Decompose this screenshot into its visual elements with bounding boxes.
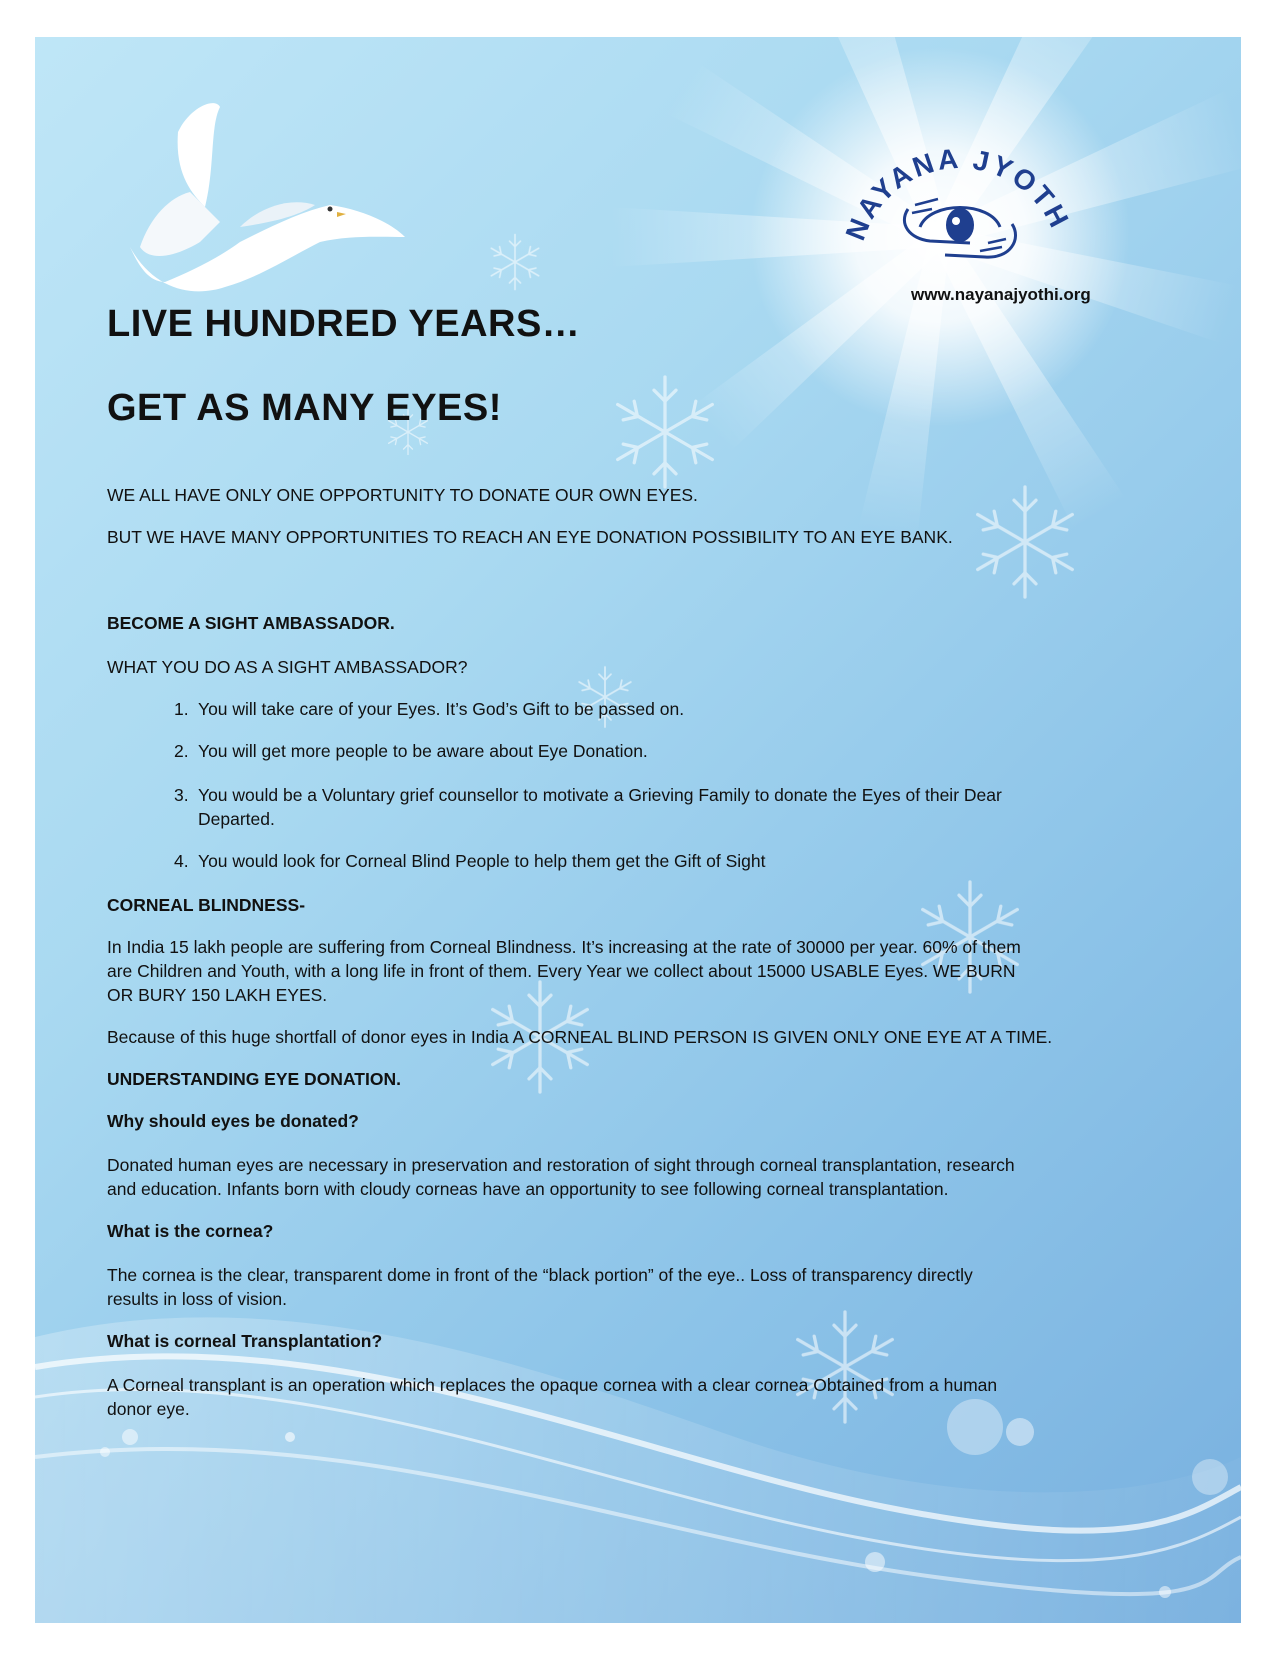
answer-why-line-1: Donated human eyes are necessary in preservation and restoration of sight through corneal transplantation, research xyxy=(107,1155,1015,1175)
list-item xyxy=(174,697,1174,721)
list-text: You will get more people to be aware about Eye Donation. xyxy=(198,741,648,761)
list-item xyxy=(174,783,1174,807)
corneal-para-2: Because of this huge shortfall of donor eyes in India A CORNEAL BLIND PERSON IS GIVEN ONLY ONE EYE AT A TIME. xyxy=(107,1027,1053,1047)
answer-transplant-line-2: donor eye. xyxy=(107,1399,190,1419)
list-text: You will take care of your Eyes. It’s God’s Gift to be passed on. xyxy=(198,699,685,719)
answer-cornea-line-1: The cornea is the clear, transparent dome in front of the “black portion” of the eye.. Loss of transparency directly xyxy=(107,1265,973,1285)
question-what-cornea: What is the cornea? xyxy=(107,1221,274,1241)
answer-transplant-line-1: A Corneal transplant is an operation which replaces the opaque cornea with a clear cornea Obtained from a human xyxy=(107,1375,998,1395)
list-number: 3. xyxy=(174,785,189,805)
list-number: 2. xyxy=(174,741,189,761)
list-number: 1. xyxy=(174,699,189,719)
corneal-para-line-3: OR BURY 150 LAKH EYES. xyxy=(107,985,328,1005)
list-item xyxy=(174,849,1174,873)
understanding-heading: UNDERSTANDING EYE DONATION. xyxy=(107,1069,401,1089)
list-text: You would be a Voluntary grief counsellor to motivate a Grieving Family to donate the Eyes of their Dear xyxy=(198,785,1002,805)
question-why-donate: Why should eyes be donated? xyxy=(107,1111,359,1131)
corneal-para-line-2: are Children and Youth, with a long life in front of them. Every Year we collect about 15000 USABLE Eyes. WE BURN xyxy=(107,961,1016,981)
headline-line-2: GET AS MANY EYES! xyxy=(107,387,502,429)
intro-line-2: BUT WE HAVE MANY OPPORTUNITIES TO REACH AN EYE DONATION POSSIBILITY TO AN EYE BANK. xyxy=(107,527,953,547)
ambassador-heading: BECOME A SIGHT AMBASSADOR. xyxy=(107,613,395,633)
poster-content xyxy=(35,37,1241,1623)
answer-cornea-line-2: results in loss of vision. xyxy=(107,1289,287,1309)
poster xyxy=(35,37,1241,1623)
question-transplantation: What is corneal Transplantation? xyxy=(107,1331,383,1351)
corneal-para-line-1: In India 15 lakh people are suffering from Corneal Blindness. It’s increasing at the rate of 30000 per year. 60% of them xyxy=(107,937,1021,957)
list-number: 4. xyxy=(174,851,189,871)
website-url[interactable]: www.nayanajyothi.org xyxy=(911,285,1091,304)
list-text: You would look for Corneal Blind People to help them get the Gift of Sight xyxy=(198,851,766,871)
corneal-heading: CORNEAL BLINDNESS- xyxy=(107,895,306,915)
answer-why-line-2: and education. Infants born with cloudy corneas have an opportunity to see following corneal transplantation. xyxy=(107,1179,949,1199)
list-item-continuation: Departed. xyxy=(198,809,275,829)
logo-arc-text: NAYANA JYOTH xyxy=(839,142,1076,245)
headline-line-1: LIVE HUNDRED YEARS… xyxy=(107,303,581,345)
list-item xyxy=(174,739,1174,763)
ambassador-question: WHAT YOU DO AS A SIGHT AMBASSADOR? xyxy=(107,657,468,677)
intro-line-1: WE ALL HAVE ONLY ONE OPPORTUNITY TO DONATE OUR OWN EYES. xyxy=(107,485,698,505)
